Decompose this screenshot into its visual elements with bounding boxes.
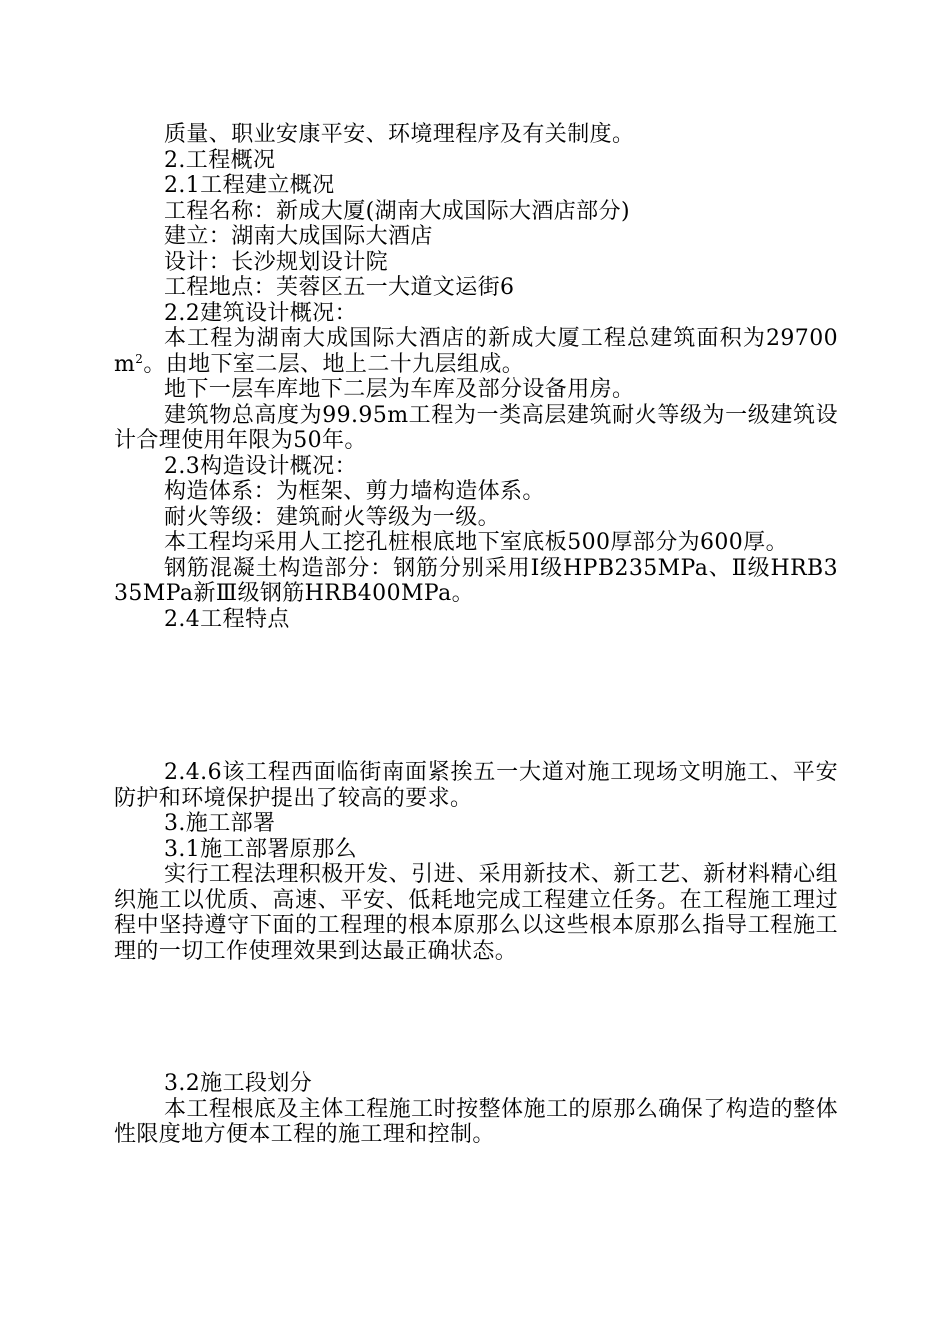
section-heading: 3.施工部署	[164, 811, 276, 836]
paragraph: 耐火等级：建筑耐火等级为一级。	[164, 504, 501, 530]
project-designer: 设计：长沙规划设计院	[164, 249, 389, 275]
paragraph-text: 。由地下室二层、地上二十九层组成。	[143, 351, 525, 377]
project-name: 工程名称：新成大厦(湖南大成国际大酒店部分)	[164, 198, 630, 224]
paragraph	[114, 326, 838, 377]
paragraph-text: 本工程为湖南大成国际大酒店的新成大厦工程总建筑面积为29700m	[114, 326, 838, 377]
blank-space	[114, 964, 838, 1071]
paragraph: 建筑物总高度为99.95m工程为一类高层建筑耐火等级为一级建筑设计合理使用年限为50年。	[114, 402, 838, 453]
section-heading: 2.工程概况	[164, 147, 276, 173]
paragraph: 本工程根底及主体工程施工时按整体施工的原那么确保了构造的整体性限度地方便本工程的施工理和控制。	[114, 1096, 838, 1147]
paragraph: 2.4.6该工程西面临街南面紧挨五一大道对施工现场文明施工、平安防护和环境保护提出了较高的要求。	[114, 760, 838, 811]
paragraph: 本工程均采用人工挖孔桩根底地下室底板500厚部分为600厚。	[164, 530, 788, 555]
paragraph: 地下一层车库地下二层为车库及部分设备用房。	[164, 377, 635, 402]
paragraph: 质量、职业安康平安、环境理程序及有关制度。	[164, 122, 635, 147]
superscript: 2	[135, 351, 144, 366]
subsection-heading: 2.1工程建立概况	[164, 173, 335, 198]
subsection-heading: 3.1施工部署原那么	[164, 836, 357, 862]
blank-space	[114, 632, 838, 760]
paragraph: 构造体系：为框架、剪力墙构造体系。	[164, 479, 545, 504]
subsection-heading: 3.2施工段划分	[164, 1071, 313, 1096]
paragraph: 实行工程法理积极开发、引进、采用新技术、新工艺、新材料精心组织施工以优质、高速、平安、低耗地完成工程建立任务。在工程施工理过程中坚持遵守下面的工程理的根本原那么以这些根本原那么指导工程施工理的一切工作使理效果到达最正确状态。	[114, 862, 838, 964]
paragraph: 钢筋混凝土构造部分：钢筋分别采用Ⅰ级HPB235MPa、Ⅱ级HRB335MPa新Ⅲ级钢筋HRB400MPa。	[114, 555, 838, 606]
document-body	[114, 122, 838, 1148]
subsection-heading: 2.3构造设计概况：	[164, 453, 357, 479]
project-owner: 建立：湖南大成国际大酒店	[164, 224, 433, 249]
subsection-heading: 2.2建筑设计概况：	[164, 300, 357, 326]
subsection-heading: 2.4工程特点	[164, 606, 290, 632]
project-location: 工程地点：芙蓉区五一大道文运街6	[164, 275, 515, 300]
